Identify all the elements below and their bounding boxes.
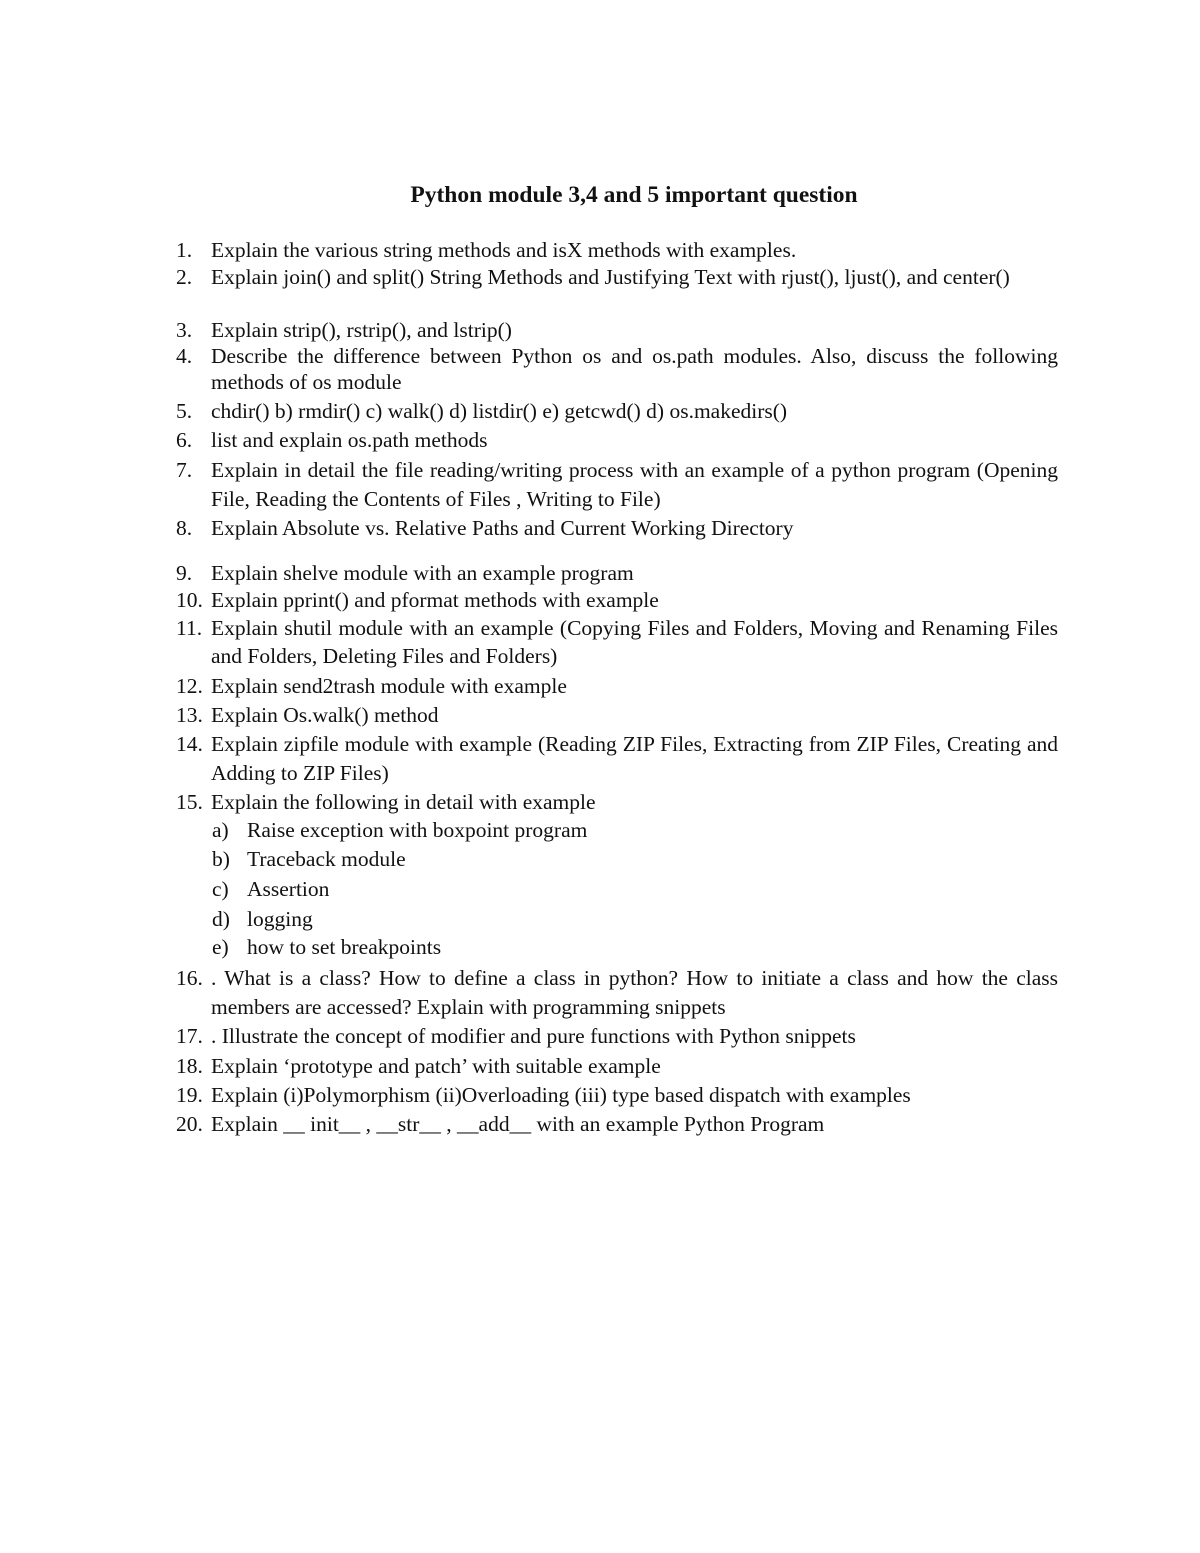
question-item [176, 426, 1058, 455]
question-text: Explain join() and split() String Methods and Justifying Text with rjust(), ljust(), and center() [211, 265, 1010, 289]
question-text: Explain the following in detail with example [211, 790, 596, 814]
question-item [176, 237, 1058, 264]
question-number: 16. [176, 966, 203, 990]
subitem-text: Raise exception with boxpoint program [247, 818, 588, 842]
question-item [176, 614, 1058, 670]
question-text: . What is a class? How to define a class in python? How to initiate a class and how the class members are accessed? Explain with programming snippets [211, 966, 1058, 1019]
question-number: 7. [176, 458, 193, 482]
question-item [176, 264, 1058, 290]
question-item [176, 343, 1058, 395]
question-number: 15. [176, 790, 203, 814]
question-number: 12. [176, 674, 203, 698]
question-text: Explain send2trash module with example [211, 674, 567, 698]
question-number: 18. [176, 1054, 203, 1078]
question-number: 11. [176, 616, 203, 640]
question-text: chdir() b) rmdir() c) walk() d) listdir() e) getcwd() d) os.makedirs() [211, 399, 788, 423]
question-item [176, 788, 1058, 817]
subitem-letter: c) [212, 877, 229, 901]
question-item [176, 586, 1058, 614]
subitem [212, 816, 1058, 845]
question-text: Explain shutil module with an example (Copying Files and Folders, Moving and Renaming Files and Folders, Deleting Files and Folders) [211, 616, 1058, 668]
question-text: Explain pprint() and pformat methods with example [211, 588, 659, 612]
subitem-letter: b) [212, 847, 230, 871]
question-text: Explain the various string methods and isX methods with examples. [211, 238, 797, 262]
question-item [176, 1022, 1058, 1051]
page-title: Python module 3,4 and 5 important question [410, 182, 858, 208]
question-item [176, 514, 1058, 542]
question-text: list and explain os.path methods [211, 428, 488, 452]
question-number: 2. [176, 265, 193, 289]
question-number: 13. [176, 703, 203, 727]
question-text: Explain shelve module with an example program [211, 561, 634, 585]
subitem-text: logging [247, 907, 313, 931]
question-number: 8. [176, 516, 193, 540]
question-text: Explain __ init__ , __str__ , __add__ with an example Python Program [211, 1112, 825, 1136]
subitem [212, 845, 1058, 874]
question-text: Explain strip(), rstrip(), and lstrip() [211, 318, 512, 342]
question-number: 6. [176, 428, 193, 452]
question-item [176, 456, 1058, 514]
question-number: 5. [176, 399, 193, 423]
question-text: Explain ‘prototype and patch’ with suitable example [211, 1054, 661, 1078]
question-text: Explain zipfile module with example (Reading ZIP Files, Extracting from ZIP Files, Creating and Adding to ZIP Files) [211, 732, 1058, 785]
question-item [176, 1081, 1058, 1110]
subitem-letter: d) [212, 907, 230, 931]
subitem-letter: a) [212, 818, 229, 842]
question-number: 17. [176, 1024, 203, 1048]
subitem-text: Assertion [247, 877, 330, 901]
question-number: 20. [176, 1112, 203, 1136]
subitem [212, 933, 1058, 962]
question-number: 1. [176, 238, 193, 262]
question-text: Explain Absolute vs. Relative Paths and Current Working Directory [211, 516, 794, 540]
question-item [176, 672, 1058, 701]
question-text: Explain (i)Polymorphism (ii)Overloading (iii) type based dispatch with examples [211, 1083, 911, 1107]
question-text: Explain in detail the file reading/writing process with an example of a python program (Opening File, Reading the Contents of Files , Writing to File) [211, 458, 1058, 511]
subitem [212, 875, 1058, 904]
question-item [176, 701, 1058, 730]
question-item [176, 964, 1058, 1022]
subitem [212, 905, 1058, 934]
question-text: Describe the difference between Python os and os.path modules. Also, discuss the following methods of os module [211, 344, 1058, 394]
question-text: Explain Os.walk() method [211, 703, 439, 727]
question-item [176, 1110, 1058, 1139]
question-number: 19. [176, 1083, 203, 1107]
question-number: 3. [176, 318, 193, 342]
question-text: . Illustrate the concept of modifier and pure functions with Python snippets [211, 1024, 856, 1048]
question-number: 10. [176, 588, 203, 612]
subitem-letter: e) [212, 935, 229, 959]
question-item [176, 397, 1058, 425]
subitem-text: how to set breakpoints [247, 935, 442, 959]
question-number: 4. [176, 344, 193, 368]
question-number: 9. [176, 561, 193, 585]
question-item [176, 730, 1058, 788]
question-item [176, 317, 1058, 344]
subitem-text: Traceback module [247, 847, 406, 871]
question-item [176, 559, 1058, 587]
question-item [176, 1052, 1058, 1081]
question-number: 14. [176, 732, 203, 756]
